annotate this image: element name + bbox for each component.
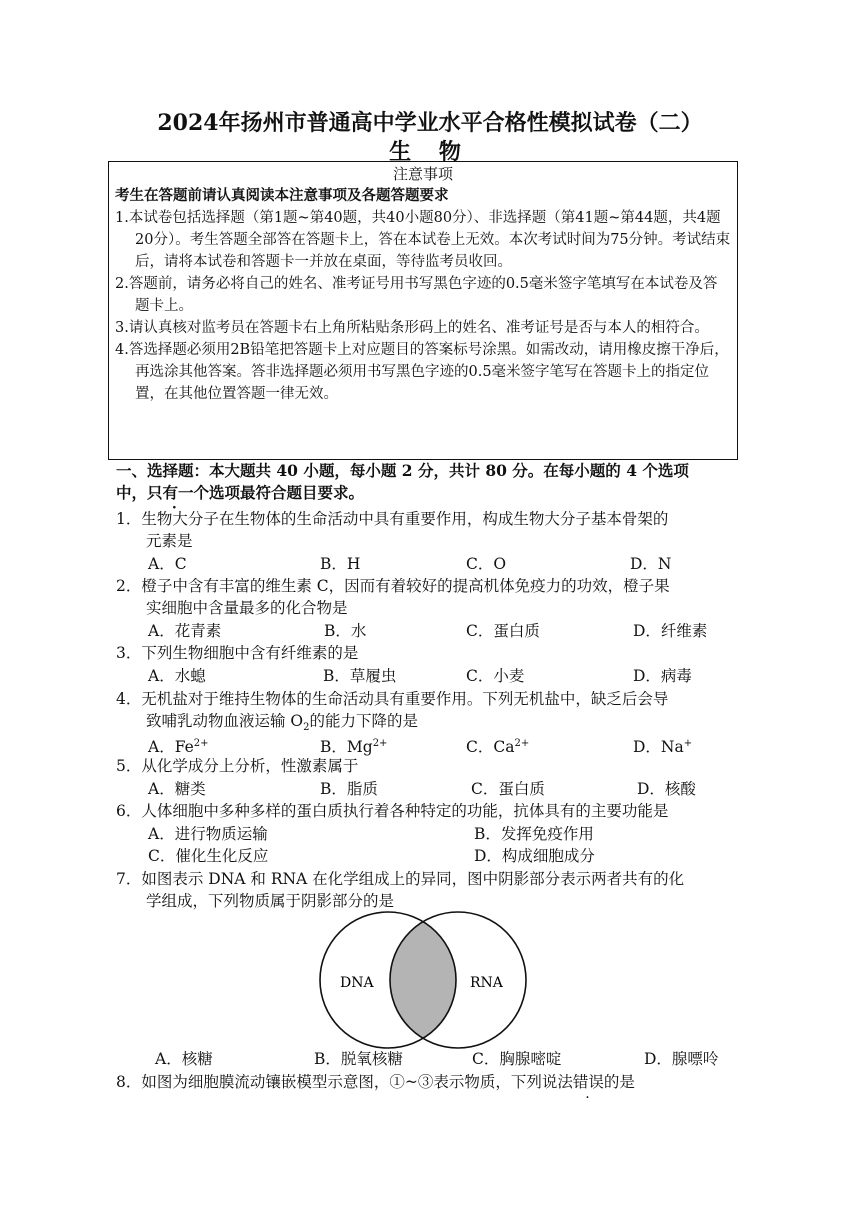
q5-option-b: B．脂质 [320, 780, 378, 798]
q4-option-c-text: C．Ca [466, 738, 515, 757]
q6-option-a: A．进行物质运输 [148, 825, 268, 843]
q7-option-b: B．脱氧核糖 [314, 1050, 403, 1068]
q4-subscript: 2 [303, 722, 310, 734]
q1-option-b: B．H [320, 555, 361, 573]
q6-option-c: C．催化生化反应 [148, 847, 269, 865]
q2-stem-line2: 实细胞中含量最多的化合物是 [146, 599, 348, 617]
q4-stem-part-a: 致哺乳动物血液运输 O [146, 712, 304, 730]
q2-option-c: C．蛋白质 [466, 622, 540, 640]
q1-option-c: C．O [466, 555, 507, 573]
subject-title: 生 物 [389, 139, 471, 165]
q2-stem-line1: 2．橙子中含有丰富的维生素 C，因而有着较好的提高机体免疫力的功效，橙子果 [116, 577, 670, 595]
q7-option-c: C．胸腺嘧啶 [472, 1050, 562, 1068]
q4-stem-part-b: 的能力下降的是 [309, 712, 419, 730]
notice-box [108, 161, 738, 460]
q8-emphasis-dotted: 错误 [572, 1073, 604, 1091]
q1-option-a: A．C [148, 555, 187, 573]
q1-option-d: D．N [630, 555, 672, 573]
notice-item-2: 2.答题前，请务必将自己的姓名、准考证号用书写黑色字迹的0.5毫米签字笔填写在本试卷及答题卡上。 [115, 276, 718, 314]
q6-option-b: B．发挥免疫作用 [474, 825, 594, 843]
q4-option-a-sup: 2+ [193, 738, 209, 749]
venn-dna-label: DNA [340, 975, 374, 991]
q4-stem-line1: 4．无机盐对于维持生物体的生命活动具有重要作用。下列无机盐中，缺乏后会导 [116, 690, 669, 708]
q3-option-d: D．病毒 [633, 667, 692, 685]
q5-stem-line1: 5．从化学成分上分析，性激素属于 [116, 757, 359, 775]
section-heading-line2 [116, 482, 364, 504]
q7-stem-line1: 7．如图表示 DNA 和 RNA 在化学组成上的异同，图中阴影部分表示两者共有的化 [116, 870, 685, 888]
q4-option-b-text: B．Mg [320, 738, 373, 757]
q6-option-d: D．构成细胞成分 [474, 847, 595, 865]
q3-option-a: A．水螅 [148, 667, 206, 685]
venn-diagram [318, 910, 528, 1050]
q4-option-b-sup: 2+ [372, 738, 388, 749]
q3-stem-line1: 3．下列生物细胞中含有纤维素的是 [116, 644, 359, 662]
q6-stem-line1: 6．人体细胞中多种多样的蛋白质执行着各种特定的功能，抗体具有的主要功能是 [116, 802, 669, 820]
q7-stem-line2: 学组成，下列物质属于阴影部分的是 [146, 892, 395, 910]
emphasis-dotted-text: 只有一个 [147, 483, 210, 502]
q2-option-b: B．水 [324, 622, 367, 640]
section-heading-line1: 一、选择题：本大题共 40 小题，每小题 2 分，共计 80 分。在每小题的 4 个选项 [116, 461, 689, 480]
q4-option-d-sup: + [683, 738, 693, 749]
notice-subheading: 考生在答题前请认真阅读本注意事项及各题答题要求 [115, 187, 449, 204]
section-heading-part-a: 中， [116, 483, 148, 502]
q4-option-c-sup: 2+ [514, 738, 530, 749]
q3-option-c: C．小麦 [466, 667, 525, 685]
q4-option-c [466, 733, 529, 758]
q3-option-b: B．草履虫 [323, 667, 397, 685]
q2-option-d: D．纤维素 [633, 622, 708, 640]
q8-stem-line1 [116, 1071, 635, 1093]
notice-heading: 注意事项 [392, 165, 453, 183]
notice-item-4: 4.答选择题必须用2B铅笔把答题卡上对应题目的答案标号涂黑。如需改动，请用橡皮擦干净后，再选涂其他答案。答非选择题必须用书写黑色字迹的0.5毫米签字笔写在答题卡上的指定位置，在其他位置答题一律无效。 [115, 342, 729, 402]
q8-stem-part-b: 的是 [603, 1073, 635, 1091]
q5-option-a: A．糖类 [148, 780, 206, 798]
q4-option-d-text: D．Na [633, 738, 684, 757]
q8-stem-part-a: 8．如图为细胞膜流动镶嵌模型示意图，①~③表示物质，下列说法 [116, 1073, 573, 1091]
q2-option-a: A．花青素 [148, 622, 222, 640]
venn-rna-label: RNA [470, 975, 503, 991]
notice-item-1: 1.本试卷包括选择题（第1题~第40题，共40小题80分）、非选择题（第41题~第44题，共4题20分）。考生答题全部答在答题卡上，答在本试卷上无效。本次考试时间为75分钟。考试结束后，请将本试卷和答题卡一并放在桌面，等待监考员收回。 [115, 210, 731, 270]
q5-option-d: D．核酸 [637, 780, 696, 798]
section-heading-part-b: 选项最符合题目要求。 [209, 483, 365, 502]
exam-title: 2024年扬州市普通高中学业水平合格性模拟试卷（二） [157, 110, 703, 136]
q1-stem-line1: 1．生物大分子在生物体的生命活动中具有重要作用，构成生物大分子基本骨架的 [116, 510, 669, 528]
notice-item-3: 3.请认真核对监考员在答题卡右上角所粘贴条形码上的姓名、准考证号是否与本人的相符合。 [115, 320, 709, 336]
q7-option-d: D．腺嘌呤 [644, 1050, 719, 1068]
q5-option-c: C．蛋白质 [471, 780, 545, 798]
q4-option-a-text: A．Fe [148, 738, 194, 757]
q1-stem-line2: 元素是 [146, 532, 193, 550]
q7-option-a: A．核糖 [155, 1050, 213, 1068]
q4-option-d [633, 733, 692, 758]
